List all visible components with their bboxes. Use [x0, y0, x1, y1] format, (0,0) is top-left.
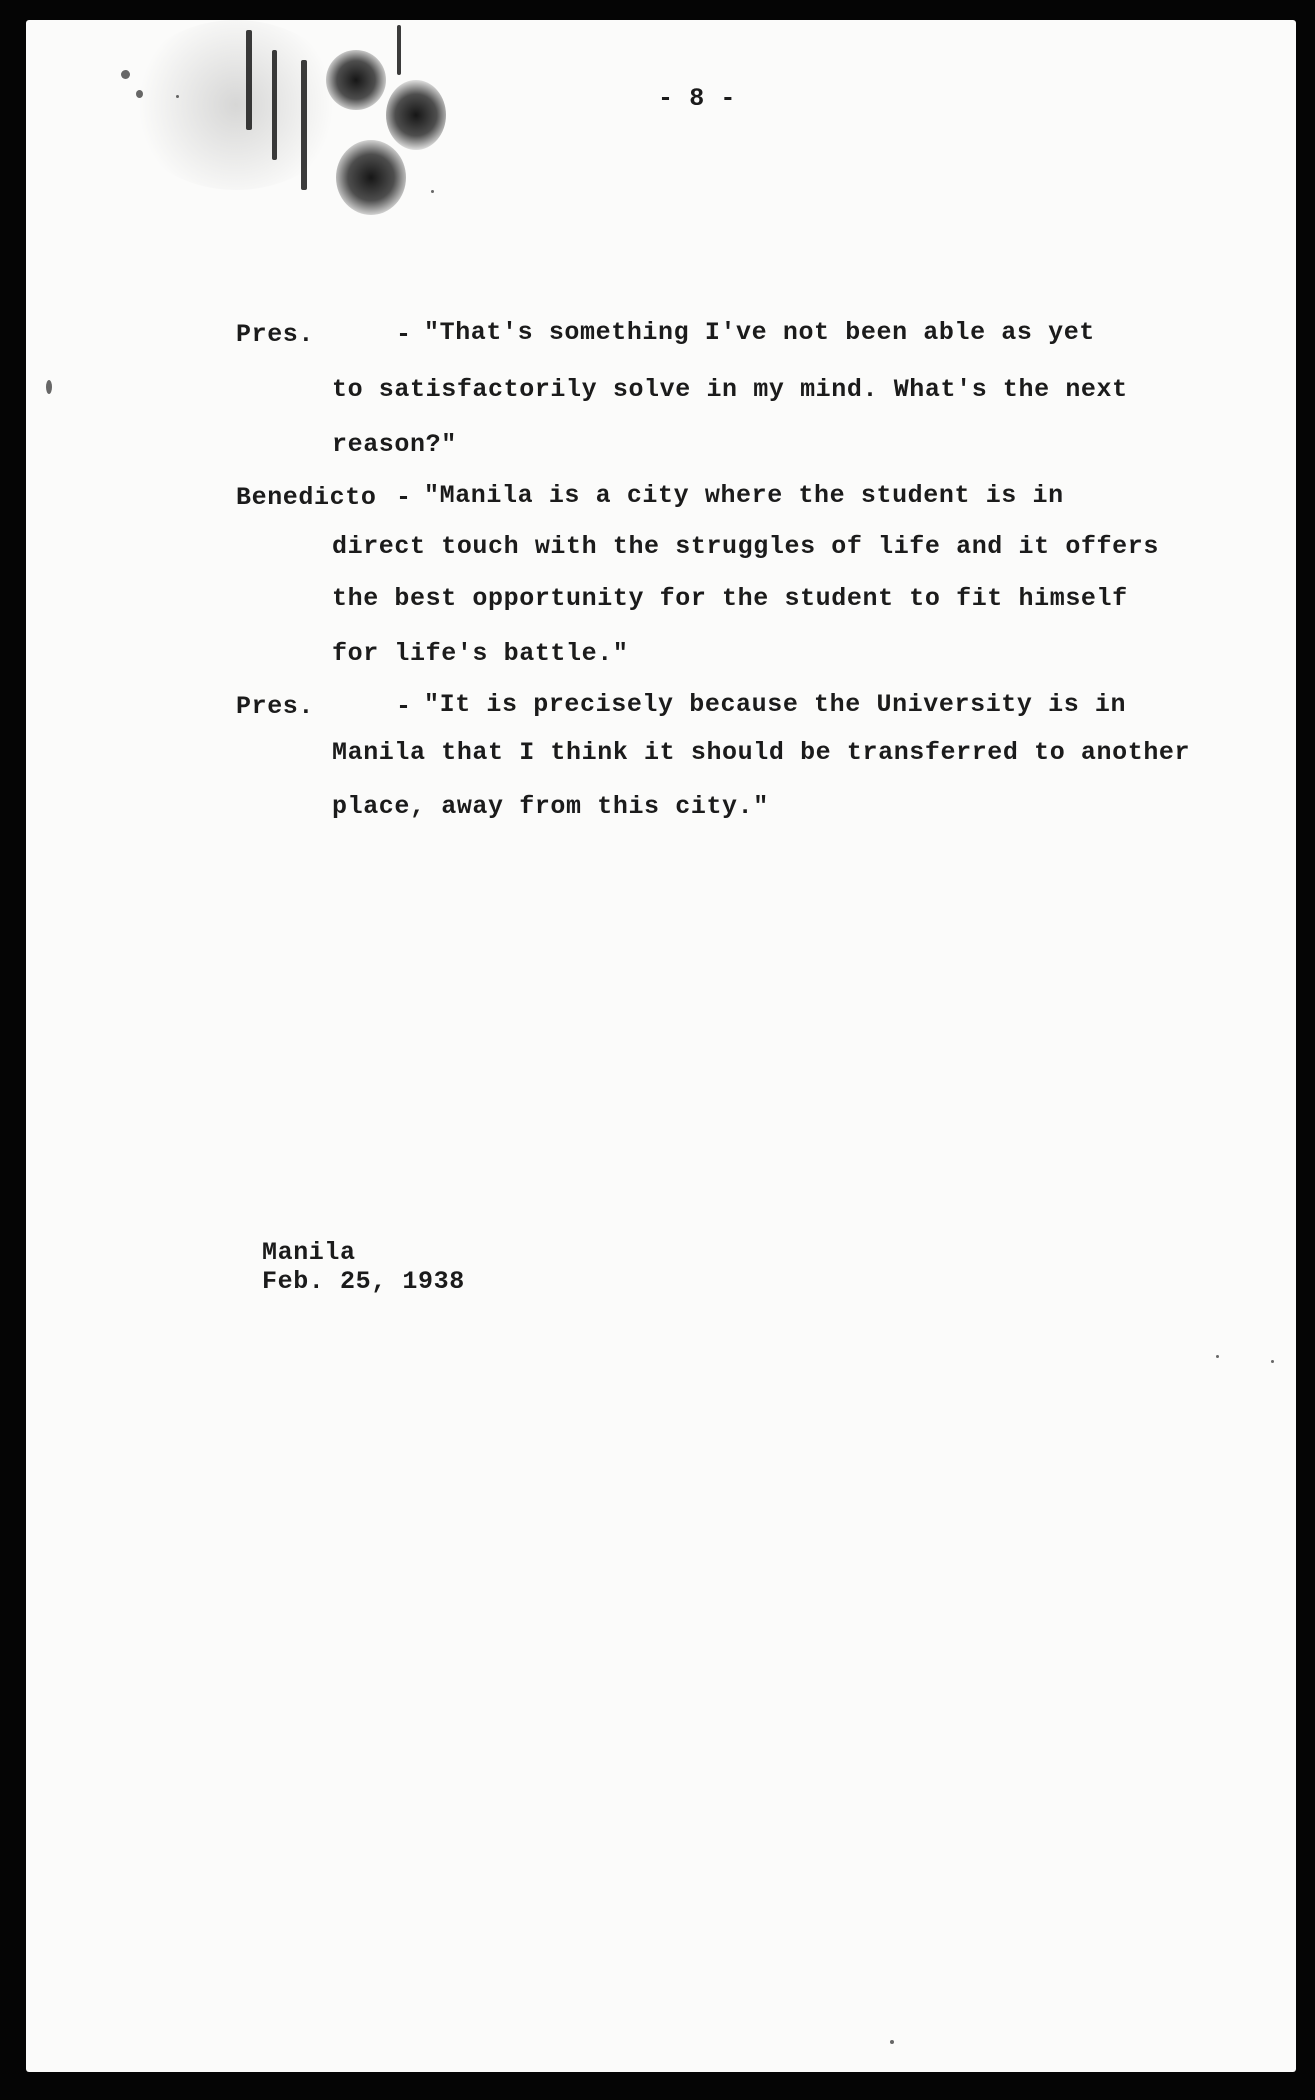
dialogue-line: "That's something I've not been able as yet — [424, 318, 1095, 347]
ink-speck-7 — [1271, 1360, 1274, 1363]
smudge-left — [126, 20, 346, 190]
dialogue-line: reason?" — [332, 430, 457, 459]
speaker-dash-1: - — [396, 320, 412, 349]
page-number: - 8 - — [658, 84, 737, 113]
closing-date: Feb. 25, 1938 — [262, 1267, 465, 1296]
closing-place: Manila — [262, 1238, 356, 1267]
dialogue-line: "Manila is a city where the student is in — [424, 481, 1064, 510]
speaker-pres-2: Pres. — [236, 692, 315, 721]
ink-blot-lower — [336, 140, 406, 215]
ink-speck-2 — [136, 90, 143, 98]
ink-speck-1 — [121, 70, 130, 79]
speaker-dash-2: - — [396, 483, 412, 512]
ink-speck-3 — [176, 95, 179, 98]
ink-speck-6 — [1216, 1355, 1219, 1358]
speaker-benedicto: Benedicto — [236, 483, 377, 512]
ink-stroke-4 — [397, 25, 401, 75]
ink-stroke-1 — [246, 30, 252, 130]
speaker-dash-3: - — [396, 692, 412, 721]
dialogue-line: the best opportunity for the student to fit himself — [332, 584, 1128, 613]
dialogue-line: for life's battle." — [332, 639, 629, 668]
dialogue-line: place, away from this city." — [332, 792, 769, 821]
ink-speck-5 — [890, 2040, 894, 2044]
ink-speck-8 — [46, 380, 52, 394]
ink-blot-right — [386, 80, 446, 150]
dialogue-line: direct touch with the struggles of life and it offers — [332, 532, 1159, 561]
dialogue-line: to satisfactorily solve in my mind. What's the next — [332, 375, 1128, 404]
ink-speck-4 — [431, 190, 434, 193]
ink-stroke-2 — [272, 50, 277, 160]
dialogue-line: "It is precisely because the University is in — [424, 690, 1127, 719]
typewritten-page — [26, 20, 1296, 2072]
ink-stroke-3 — [301, 60, 307, 190]
speaker-pres-1: Pres. — [236, 320, 315, 349]
dialogue-line: Manila that I think it should be transferred to another — [332, 738, 1191, 767]
